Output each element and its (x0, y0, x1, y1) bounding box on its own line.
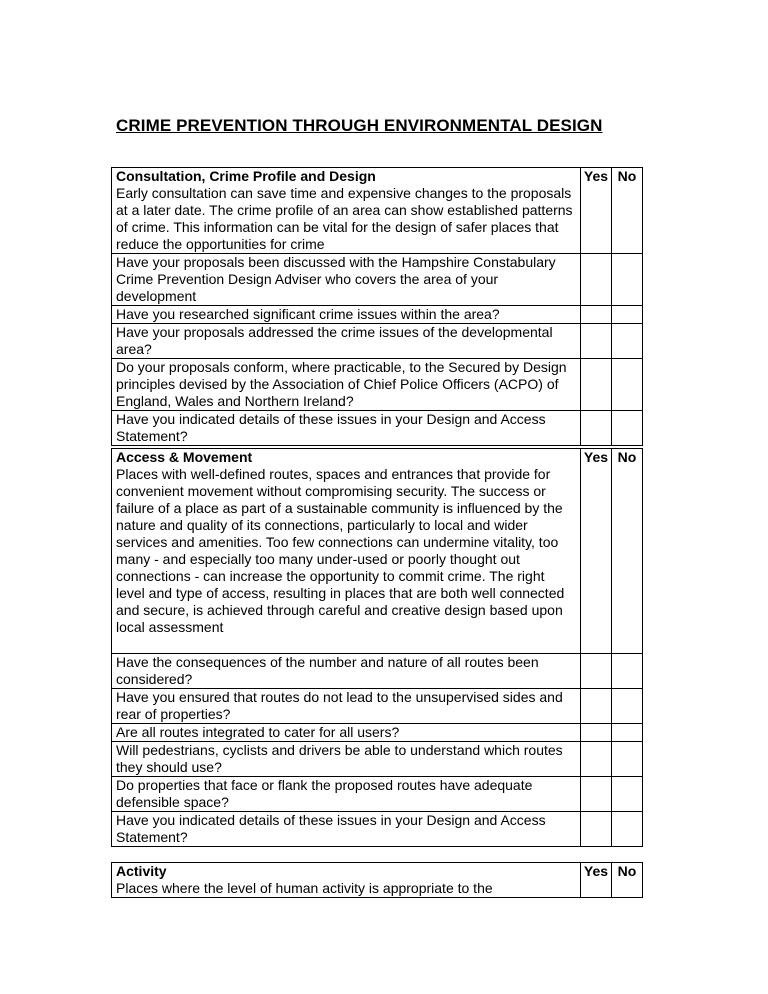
question-row (112, 742, 643, 777)
yes-checkbox-cell[interactable] (581, 324, 612, 359)
checklist-activity (111, 862, 643, 898)
question-text: Have you indicated details of these issues in your Design and Access Statement? (112, 812, 581, 847)
question-row (112, 654, 643, 689)
no-checkbox-cell[interactable] (612, 742, 643, 777)
no-checkbox-cell[interactable] (612, 654, 643, 689)
section-header-row (112, 449, 643, 654)
section-intro (112, 168, 581, 254)
question-text: Have the consequences of the number and nature of all routes been considered? (112, 654, 581, 689)
question-text: Have you indicated details of these issues in your Design and Access Statement? (112, 411, 581, 446)
question-row (112, 724, 643, 742)
question-row (112, 689, 643, 724)
question-text: Have your proposals addressed the crime issues of the developmental area? (112, 324, 581, 359)
question-row (112, 254, 643, 306)
no-checkbox-cell[interactable] (612, 254, 643, 306)
no-checkbox-cell[interactable] (612, 324, 643, 359)
document-title: CRIME PREVENTION THROUGH ENVIRONMENTAL DESIGN (116, 116, 603, 135)
yes-checkbox-cell[interactable] (581, 254, 612, 306)
question-row (112, 812, 643, 847)
yes-column-header: Yes (581, 168, 612, 254)
section-heading: Consultation, Crime Profile and Design (116, 168, 376, 184)
section-description: Early consultation can save time and expensive changes to the proposals at a later date. The crime profile of an area can show established patterns of crime. This information can be vital for the design of safer places that reduce the opportunities for crime (116, 185, 573, 252)
question-text: Have you ensured that routes do not lead to the unsupervised sides and rear of properties? (112, 689, 581, 724)
section-header-row (112, 863, 643, 898)
no-checkbox-cell[interactable] (612, 306, 643, 324)
section-header-row (112, 168, 643, 254)
question-row (112, 359, 643, 411)
question-text: Have your proposals been discussed with the Hampshire Constabulary Crime Prevention Design Adviser who covers the area of your development (112, 254, 581, 306)
yes-checkbox-cell[interactable] (581, 724, 612, 742)
question-row (112, 306, 643, 324)
yes-checkbox-cell[interactable] (581, 689, 612, 724)
question-text: Do your proposals conform, where practicable, to the Secured by Design principles devised by the Association of Chief Police Officers (ACPO) of England, Wales and Northern Ireland? (112, 359, 581, 411)
no-column-header: No (612, 449, 643, 654)
yes-checkbox-cell[interactable] (581, 359, 612, 411)
section-heading: Access & Movement (116, 449, 253, 465)
question-row (112, 411, 643, 446)
section-description: Places where the level of human activity is appropriate to the (116, 880, 493, 896)
checklist-access-movement (111, 448, 643, 847)
question-text: Do properties that face or flank the proposed routes have adequate defensible space? (112, 777, 581, 812)
no-checkbox-cell[interactable] (612, 689, 643, 724)
checklist-consultation (111, 167, 643, 446)
no-column-header: No (612, 863, 643, 898)
no-checkbox-cell[interactable] (612, 411, 643, 446)
yes-column-header: Yes (581, 449, 612, 654)
question-text: Are all routes integrated to cater for all users? (112, 724, 581, 742)
yes-column-header: Yes (581, 863, 612, 898)
yes-checkbox-cell[interactable] (581, 654, 612, 689)
question-row (112, 324, 643, 359)
spacer (116, 636, 576, 653)
question-row (112, 777, 643, 812)
yes-checkbox-cell[interactable] (581, 306, 612, 324)
yes-checkbox-cell[interactable] (581, 742, 612, 777)
yes-checkbox-cell[interactable] (581, 812, 612, 847)
question-text: Will pedestrians, cyclists and drivers be able to understand which routes they should use? (112, 742, 581, 777)
no-checkbox-cell[interactable] (612, 812, 643, 847)
no-checkbox-cell[interactable] (612, 724, 643, 742)
yes-checkbox-cell[interactable] (581, 411, 612, 446)
no-checkbox-cell[interactable] (612, 777, 643, 812)
no-checkbox-cell[interactable] (612, 359, 643, 411)
section-description: Places with well-defined routes, spaces and entrances that provide for convenient movement without compromising security. The success or failure of a place as part of a sustainable community is influenced by the nature and quality of its connections, particularly to local and wider services and amenities. Too few connections can undermine vitality, too many - and especially too many under-used or poorly thought out connections - can increase the opportunity to commit crime. The right level and type of access, resulting in places that are both well connected and secure, is achieved through careful and creative design based upon local assessment (116, 466, 565, 635)
section-intro (112, 863, 581, 898)
yes-checkbox-cell[interactable] (581, 777, 612, 812)
section-intro (112, 449, 581, 654)
question-text: Have you researched significant crime issues within the area? (112, 306, 581, 324)
section-heading: Activity (116, 863, 167, 879)
no-column-header: No (612, 168, 643, 254)
